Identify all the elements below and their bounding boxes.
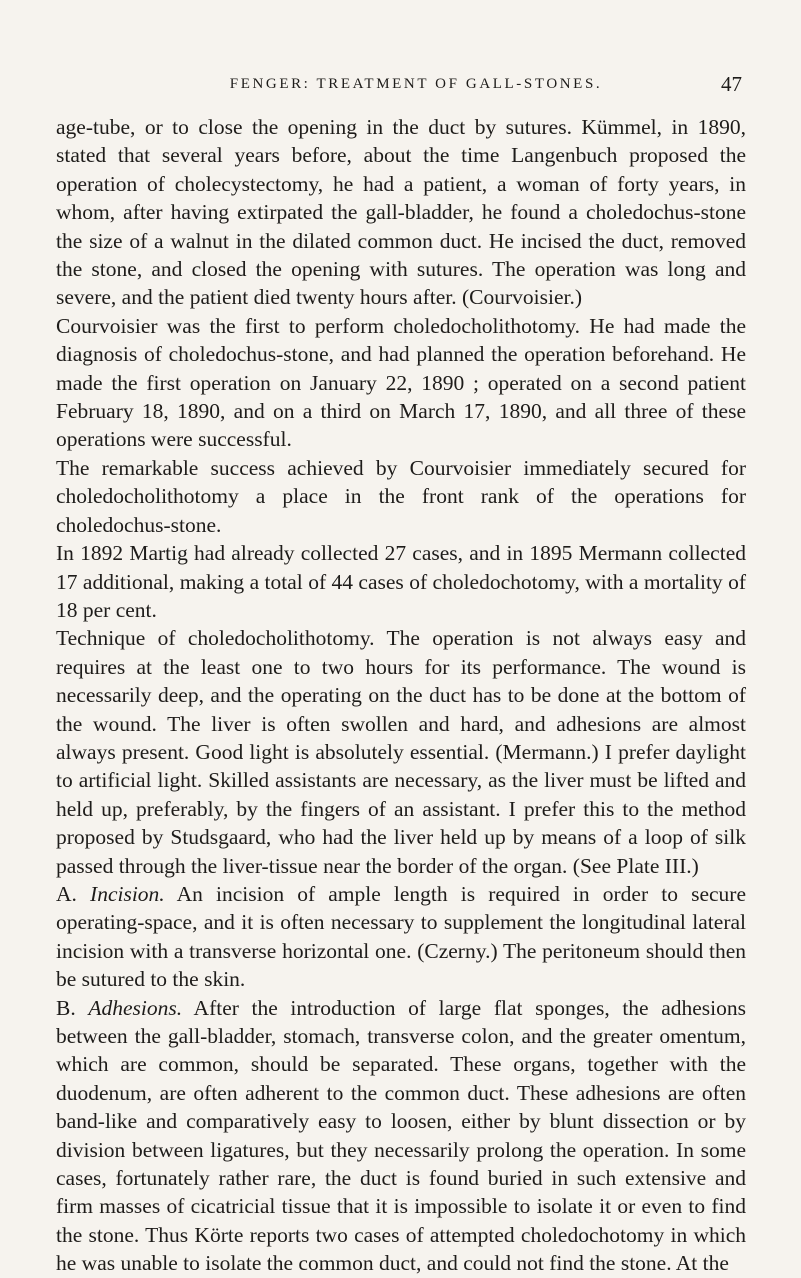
paragraph: age-tube, or to close the opening in the duct by sutures. Kümmel, in 1890, stated that several years before, about the time Langenbuch proposed the operation of cholecystectomy, he had a patient, a woman of forty years, in whom, after having extirpated the gall-bladder, he found a choledochus-stone the size of a walnut in the dilated common duct. He incised the duct, removed the stone, and closed the opening with sutures. The operation was long and severe, and the patient died twenty hours after. (Courvoisier.) [56,115,746,310]
section-heading: Incision. [90,881,165,906]
running-head: FENGER: TREATMENT OF GALL-STONES. [229,76,603,92]
page-header [90,72,742,96]
section-heading: Adhesions. [88,995,183,1020]
paragraph: The remarkable success achieved by Courvoisier immediately secured for choledocholithotomy a place in the front rank of the operations for choledochus-stone. [56,455,746,537]
paragraph: Technique of choledocholithotomy. The operation is not always easy and requires at the least one to two hours for its performance. The wound is necessarily deep, and the operating on the duct has to be done at the bottom of the wound. The liver is often swollen and hard, and adhesions are almost always present. Good light is absolutely essential. (Mermann.) I prefer daylight to artificial light. Skilled assistants are necessary, as the liver must be lifted and held up, preferably, by the fingers of an assistant. I prefer this to the method proposed by Studsgaard, who had the liver held up by means of a loop of silk passed through the liver-tissue near the border of the organ. (See Plate III.) [56,626,746,878]
paragraph-adhesions: B. Adhesions. After the introduction of large flat sponges, the adhesions between the gall-bladder, stomach, transverse colon, and the greater omentum, which are common, should be separated. These organs, together with the duodenum, are often adherent to the common duct. These adhesions are often band-like and comparatively easy to loosen, either by blunt dissection or by division between ligatures, but they necessarily prolong the operation. In some cases, fortunately rather rare, the duct is found buried in such extensive and firm masses of cicatricial tissue that it is impossible to isolate it or even to find the stone. Thus Körte reports two cases of attempted choledochotomy in which he was unable to isolate the common duct, and could not find the stone. At the [56,995,747,1276]
section-label: B. [56,995,76,1020]
paragraph: Courvoisier was the first to perform choledocholithotomy. He had made the diagnosis of choledochus-stone, and had planned the operation beforehand. He made the first operation on January 22, 1890 ; operated on a second patient February 18, 1890, and on a third on March 17, 1890, and all three of these operations were successful. [56,313,746,452]
page-number: 47 [721,72,742,96]
paragraph-incision: A. Incision. An incision of ample length is required in order to secure operating-space, and it is often necessary to supplement the longitudinal lateral incision with a transverse horizontal one. (Czerny.) The peritoneum should then be sutured to the skin. [56,881,746,992]
body-text [56,113,746,1278]
section-label: A. [56,881,77,906]
paragraph: In 1892 Martig had already collected 27 cases, and in 1895 Mermann collected 17 additional, making a total of 44 cases of choledochotomy, with a mortality of 18 per cent. [56,541,746,622]
